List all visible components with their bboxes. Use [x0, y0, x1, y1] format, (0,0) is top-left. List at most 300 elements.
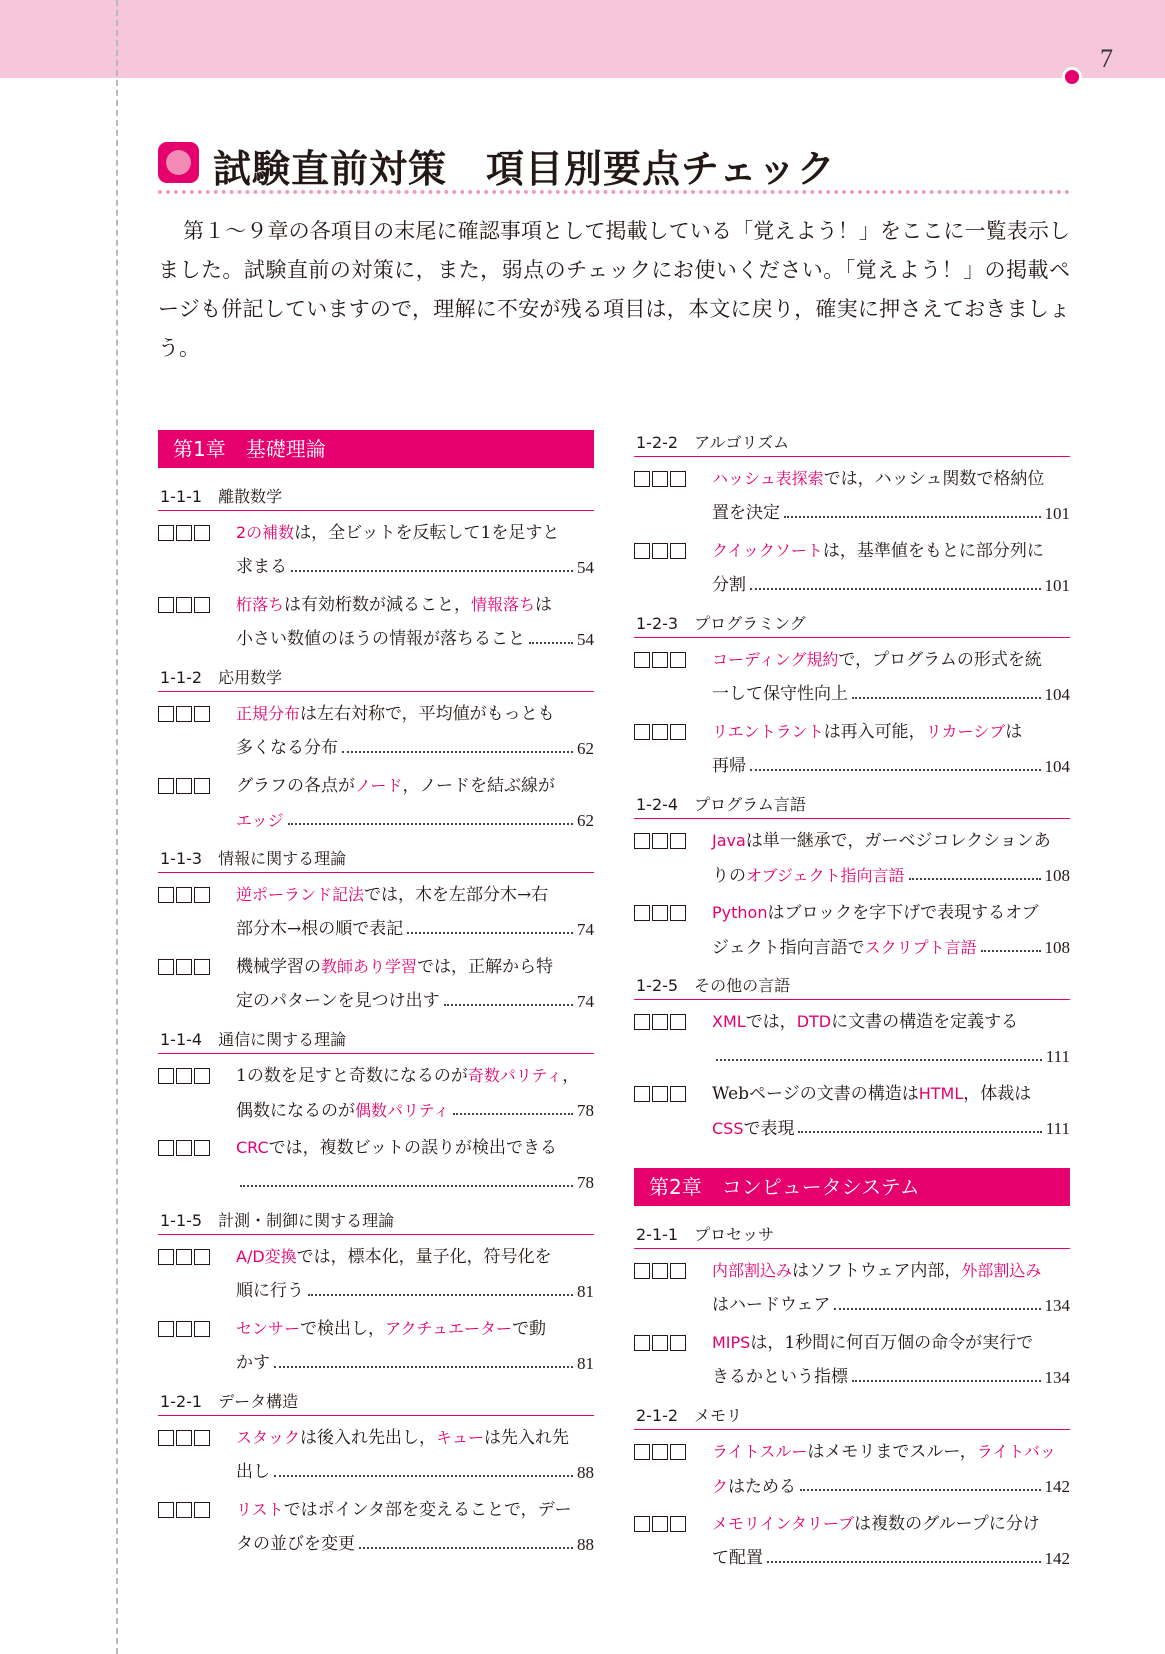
text-segment: は，1秒間に何百万個の命令が実行で	[750, 1333, 1034, 1353]
text-segment: 再帰	[712, 756, 746, 776]
item-line	[712, 1360, 1070, 1395]
chapter-heading: 第2章 コンピュータシステム	[634, 1168, 1070, 1206]
item-text	[712, 1514, 1040, 1534]
item-line	[236, 1165, 594, 1200]
item-text	[236, 1066, 579, 1086]
checklist-item	[634, 1253, 1070, 1323]
keyword: 桁落ち	[236, 595, 285, 614]
item-line	[712, 1111, 1070, 1146]
checkbox[interactable]	[194, 887, 210, 903]
checkbox[interactable]	[634, 905, 650, 921]
text-segment: では，	[745, 1012, 797, 1032]
checklist-item	[634, 533, 1070, 603]
dot-leader	[359, 1547, 573, 1549]
item-text	[712, 1111, 794, 1147]
page-number: 7	[1100, 44, 1113, 73]
item-text	[712, 749, 746, 784]
text-segment: は有効桁数が減ること，	[284, 595, 472, 615]
checkbox[interactable]	[158, 1068, 174, 1084]
checkbox[interactable]	[634, 1335, 650, 1351]
checkbox[interactable]	[194, 1249, 210, 1265]
item-line	[236, 731, 594, 766]
dot-leader	[716, 1059, 1042, 1061]
checkbox[interactable]	[176, 1140, 192, 1156]
checkbox[interactable]	[194, 706, 210, 722]
page-reference: 104	[1044, 685, 1070, 704]
item-text	[712, 1288, 830, 1323]
item-line	[236, 984, 594, 1019]
item-line	[712, 1253, 1070, 1288]
keyword: リスト	[236, 1500, 284, 1519]
text-segment: はためる	[728, 1476, 797, 1497]
checkbox-group	[634, 823, 686, 858]
text-segment: で，プログラムの形式を統	[838, 650, 1042, 670]
checkbox[interactable]	[652, 1263, 668, 1279]
checkbox[interactable]	[670, 1086, 686, 1102]
page-reference: 78	[577, 1173, 594, 1192]
checkbox[interactable]	[652, 543, 668, 559]
item-text	[236, 776, 555, 796]
text-segment: 一して保守性向上	[712, 684, 848, 704]
checklist-item	[634, 1004, 1070, 1074]
item-text	[236, 984, 440, 1019]
text-segment: 機械学習の	[236, 957, 321, 977]
intro-paragraph: 第１～９章の各項目の末尾に確認事項として掲載している「覚えよう！」をここに一覧表示しました。試験直前の対策に，また，弱点のチェックにお使いください。「覚えよう！」の掲載ページも併記していますので，理解に不安が残る項目は，本文に戻り，確実に押さえておきましょう。	[158, 219, 1070, 360]
item-text	[712, 1442, 1056, 1462]
text-segment: で検出し，	[300, 1319, 386, 1339]
keyword: アクチュエーター	[385, 1319, 513, 1338]
text-segment: 置を決定	[712, 503, 780, 523]
keyword: DTD	[796, 1012, 832, 1031]
text-segment: 出し	[236, 1462, 270, 1482]
dot-leader	[767, 1561, 1041, 1563]
title-underline	[158, 190, 1070, 194]
item-line	[236, 1455, 594, 1490]
checkbox[interactable]	[652, 833, 668, 849]
page-title: 試験直前対策 項目別要点チェック	[213, 147, 836, 191]
text-segment: はソフトウェア内部，	[792, 1261, 962, 1281]
keyword: スタック	[236, 1428, 301, 1447]
item-line	[712, 1434, 1070, 1469]
checklist-item	[634, 1506, 1070, 1576]
checklist-item	[158, 877, 594, 947]
item-text	[236, 595, 552, 615]
checkbox[interactable]	[670, 1444, 686, 1460]
checkbox[interactable]	[634, 1014, 650, 1030]
page-reference: 104	[1044, 757, 1070, 776]
checkbox[interactable]	[634, 724, 650, 740]
checkbox[interactable]	[158, 1140, 174, 1156]
checkbox[interactable]	[634, 652, 650, 668]
item-line	[712, 714, 1070, 749]
checkbox[interactable]	[670, 471, 686, 487]
text-segment: は先入れ先	[484, 1428, 570, 1448]
checkbox[interactable]	[194, 1430, 210, 1446]
text-segment: では，木を左部分木→右	[364, 885, 549, 905]
checkbox[interactable]	[158, 1502, 174, 1518]
keyword: ハッシュ表探索	[712, 469, 824, 488]
checklist-item	[158, 1130, 594, 1200]
text-segment: はメモリまでスルー，	[807, 1442, 977, 1462]
text-segment: は	[1005, 722, 1023, 742]
page-reference: 74	[577, 920, 594, 939]
checkbox[interactable]	[634, 1444, 650, 1460]
checklist-item	[634, 823, 1070, 893]
checkbox-group	[634, 1506, 686, 1541]
page-reference: 111	[1045, 1047, 1070, 1066]
text-segment: に文書の構造を定義する	[831, 1012, 1019, 1032]
text-segment: では，正解から特	[417, 957, 554, 977]
item-line	[236, 1093, 594, 1128]
item-line	[236, 696, 594, 731]
checkbox[interactable]	[652, 1335, 668, 1351]
keyword: XML	[712, 1012, 746, 1031]
checklist-item	[634, 895, 1070, 965]
checklist-item	[634, 1076, 1070, 1146]
item-line	[712, 823, 1070, 858]
dot-leader	[274, 1475, 573, 1477]
checkbox-group	[158, 1239, 210, 1274]
text-segment: はブロックを字下げで表現するオブ	[767, 903, 1039, 923]
text-segment: 多くなる分布	[236, 738, 338, 758]
page-reference: 142	[1044, 1549, 1070, 1568]
checklist-item	[634, 1325, 1070, 1395]
item-text	[712, 858, 905, 894]
checkbox[interactable]	[652, 471, 668, 487]
checkbox[interactable]	[176, 1068, 192, 1084]
checkbox[interactable]	[176, 887, 192, 903]
item-text	[712, 568, 746, 603]
page-reference: 108	[1044, 866, 1070, 885]
checkbox[interactable]	[634, 543, 650, 559]
checklist-item	[158, 768, 594, 838]
item-text	[236, 1319, 546, 1339]
text-segment: て配置	[712, 1548, 763, 1568]
item-text	[236, 622, 525, 657]
checkbox-group	[634, 533, 686, 568]
checkbox[interactable]	[652, 905, 668, 921]
dot-leader	[407, 932, 573, 934]
checkbox[interactable]	[670, 905, 686, 921]
text-segment: グラフの各点が	[236, 776, 355, 796]
item-text	[712, 831, 1051, 851]
checkbox[interactable]	[670, 1014, 686, 1030]
keyword: ノード	[355, 776, 403, 795]
checkbox[interactable]	[158, 887, 174, 903]
keyword: 正規分布	[236, 704, 301, 723]
page-reference: 62	[577, 739, 594, 758]
item-line	[712, 642, 1070, 677]
checklist-item	[158, 1239, 594, 1309]
text-segment: は後入れ先出し，	[300, 1428, 437, 1448]
checkbox-group	[158, 515, 210, 550]
item-text	[712, 1333, 1033, 1353]
section-heading: 1-2-4 プログラム言語	[634, 792, 1070, 819]
page-reference: 101	[1044, 576, 1070, 595]
checkbox[interactable]	[176, 525, 192, 541]
page-reference: 134	[1044, 1296, 1070, 1315]
keyword: リエントラント	[712, 722, 824, 741]
section-heading: 1-1-1 離散数学	[158, 484, 594, 511]
item-text	[236, 885, 548, 905]
item-text	[236, 1093, 449, 1129]
section-heading: 1-1-2 応用数学	[158, 665, 594, 692]
text-segment: では，複数ビットの誤りが検出できる	[268, 1138, 557, 1158]
item-text	[712, 1261, 1041, 1281]
checkbox[interactable]	[194, 1140, 210, 1156]
checklist-item	[158, 696, 594, 766]
item-text	[712, 650, 1042, 670]
dot-leader	[750, 769, 1041, 771]
dot-leader	[342, 751, 573, 753]
item-text	[236, 1247, 552, 1267]
item-text	[712, 469, 1044, 489]
page-reference: 54	[577, 630, 594, 649]
item-text	[712, 1084, 1031, 1104]
checkbox[interactable]	[194, 1502, 210, 1518]
section-heading: 1-1-4 通信に関する理論	[158, 1027, 594, 1054]
checklist-item	[158, 1311, 594, 1381]
item-line	[236, 803, 594, 838]
checkbox[interactable]	[176, 706, 192, 722]
item-line	[236, 587, 594, 622]
checkbox[interactable]	[194, 959, 210, 975]
text-segment: で動	[512, 1319, 547, 1339]
dot-leader	[784, 516, 1041, 518]
dot-leader	[981, 950, 1041, 952]
keyword: Python	[712, 903, 768, 922]
checkbox-group	[634, 1434, 686, 1469]
keyword: Java	[712, 831, 746, 850]
checkbox[interactable]	[670, 724, 686, 740]
checkbox[interactable]	[158, 1430, 174, 1446]
item-text	[236, 1346, 270, 1381]
item-line	[236, 1058, 594, 1093]
section-heading: 1-2-5 その他の言語	[634, 973, 1070, 1000]
item-text	[236, 803, 284, 839]
text-segment: 順に行う	[236, 1281, 304, 1301]
checklist-item	[634, 642, 1070, 712]
checkbox[interactable]	[158, 706, 174, 722]
checkbox[interactable]	[634, 1086, 650, 1102]
section-heading: 1-1-3 情報に関する理論	[158, 846, 594, 873]
dot-leader	[288, 823, 573, 825]
keyword: ライトスルー	[712, 1442, 808, 1461]
item-line	[236, 1311, 594, 1346]
checkbox[interactable]	[176, 959, 192, 975]
item-line	[712, 930, 1070, 965]
keyword: 2の補数	[236, 523, 295, 542]
item-text	[712, 1012, 1018, 1032]
checkbox[interactable]	[176, 1321, 192, 1337]
section-heading: 2-1-1 プロセッサ	[634, 1222, 1070, 1249]
section-heading: 1-2-2 アルゴリズム	[634, 430, 1070, 457]
text-segment: は左右対称で，平均値がもっとも	[300, 704, 555, 724]
checklist-item	[158, 949, 594, 1019]
checkbox[interactable]	[670, 543, 686, 559]
keyword: ライトバッ	[976, 1442, 1056, 1461]
checkbox[interactable]	[652, 1086, 668, 1102]
text-segment: ，ノードを結ぶ線が	[402, 776, 556, 796]
item-text	[712, 1360, 848, 1395]
checkbox[interactable]	[158, 778, 174, 794]
text-segment: 部分木→根の順で表記	[236, 919, 404, 939]
checkbox[interactable]	[670, 833, 686, 849]
dot-leader	[798, 1131, 1041, 1133]
page-reference: 134	[1044, 1368, 1070, 1387]
checklist-item	[158, 587, 594, 657]
checkbox[interactable]	[194, 597, 210, 613]
item-line	[236, 1130, 594, 1165]
keyword: 逆ポーランド記法	[236, 885, 365, 904]
checkbox[interactable]	[176, 1430, 192, 1446]
checkbox[interactable]	[158, 525, 174, 541]
text-segment: は複数のグループに分け	[854, 1514, 1040, 1534]
checkbox[interactable]	[176, 597, 192, 613]
checkbox[interactable]	[158, 1249, 174, 1265]
checkbox[interactable]	[652, 1444, 668, 1460]
dot-leader	[240, 1185, 573, 1187]
checkbox-group	[634, 1325, 686, 1360]
checkbox-group	[634, 895, 686, 930]
item-line	[236, 1492, 594, 1527]
checkbox[interactable]	[670, 1516, 686, 1532]
checkbox[interactable]	[670, 1263, 686, 1279]
keyword: 情報落ち	[471, 595, 536, 614]
text-segment: は	[535, 595, 553, 615]
page-reference: 88	[577, 1535, 594, 1554]
checkbox[interactable]	[176, 1249, 192, 1265]
checkbox-group	[634, 461, 686, 496]
text-segment: 定のパターンを見つけ出す	[236, 991, 440, 1011]
checklist-item	[158, 1058, 594, 1128]
item-line	[712, 1325, 1070, 1360]
dot-leader	[529, 642, 573, 644]
text-segment: ではポインタ部を変えることで，デー	[283, 1500, 572, 1520]
checklist-item	[158, 1420, 594, 1490]
text-segment: りの	[712, 865, 746, 886]
item-line	[236, 1527, 594, 1562]
dot-leader	[453, 1113, 573, 1115]
item-text	[236, 1527, 355, 1562]
dot-leader	[852, 697, 1041, 699]
text-segment: かす	[236, 1353, 270, 1373]
page-reference: 54	[577, 558, 594, 577]
text-segment: は，基準値をもとに部分列に	[822, 541, 1044, 561]
item-line	[712, 1506, 1070, 1541]
checkbox[interactable]	[652, 652, 668, 668]
page-reference: 101	[1044, 504, 1070, 523]
text-segment: で表現	[743, 1118, 795, 1139]
checkbox[interactable]	[158, 959, 174, 975]
item-line	[712, 749, 1070, 784]
dot-leader	[834, 1308, 1040, 1310]
checkbox[interactable]	[194, 525, 210, 541]
checkbox-group	[634, 714, 686, 749]
keyword: キュー	[436, 1428, 485, 1447]
checkbox-group	[158, 587, 210, 622]
checkbox-group	[158, 768, 210, 803]
keyword: クイックソート	[712, 541, 823, 560]
checkbox[interactable]	[634, 1263, 650, 1279]
checkbox[interactable]	[670, 1335, 686, 1351]
header-band	[0, 0, 1165, 78]
dot-leader	[852, 1380, 1041, 1382]
text-segment: タの並びを変更	[236, 1534, 355, 1554]
keyword: 奇数パリティ	[467, 1066, 563, 1085]
checklist-item	[634, 714, 1070, 784]
checklist-item	[158, 1492, 594, 1562]
keyword: A/D変換	[236, 1247, 297, 1266]
section-heading: 2-1-2 メモリ	[634, 1403, 1070, 1430]
text-segment: では，ハッシュ関数で格納位	[823, 469, 1045, 489]
page-reference: 142	[1044, 1477, 1070, 1496]
item-line	[236, 515, 594, 550]
item-text	[236, 731, 338, 766]
text-segment: は単一継承で，ガーベジコレクションあ	[745, 831, 1051, 851]
checkbox[interactable]	[652, 724, 668, 740]
checkbox[interactable]	[194, 1068, 210, 1084]
checkbox[interactable]	[634, 471, 650, 487]
item-line	[236, 550, 594, 585]
dot-leader	[274, 1366, 573, 1368]
text-segment: 分割	[712, 575, 746, 595]
checkbox[interactable]	[158, 1321, 174, 1337]
item-line	[236, 768, 594, 803]
item-line	[712, 858, 1070, 893]
checkbox[interactable]	[194, 778, 210, 794]
checkbox[interactable]	[670, 652, 686, 668]
item-text	[236, 1500, 572, 1520]
item-text	[236, 912, 403, 947]
item-text	[236, 550, 287, 585]
item-line	[712, 496, 1070, 531]
right-column	[634, 430, 1070, 1578]
keyword: リカーシブ	[925, 722, 1006, 741]
text-segment: は再入可能，	[823, 722, 926, 742]
keyword: 偶数パリティ	[355, 1100, 450, 1120]
checkbox-group	[158, 1058, 210, 1093]
checkbox[interactable]	[158, 597, 174, 613]
dot-leader	[308, 1294, 573, 1296]
checkbox[interactable]	[634, 833, 650, 849]
dot-leader	[750, 588, 1041, 590]
item-text	[236, 1455, 270, 1490]
checkbox[interactable]	[652, 1516, 668, 1532]
checkbox[interactable]	[176, 1502, 192, 1518]
checklist-item	[634, 1434, 1070, 1504]
checkbox[interactable]	[176, 778, 192, 794]
checkbox[interactable]	[634, 1516, 650, 1532]
checkbox[interactable]	[194, 1321, 210, 1337]
page-dot-icon	[1062, 67, 1082, 87]
text-segment: ，体裁は	[963, 1084, 1032, 1104]
item-text	[712, 1469, 796, 1505]
checklist-item	[158, 515, 594, 585]
item-line	[712, 1469, 1070, 1504]
keyword: CRC	[236, 1138, 269, 1157]
item-text	[712, 722, 1022, 742]
text-segment: ジェクト指向言語で	[712, 937, 865, 958]
checkbox[interactable]	[652, 1014, 668, 1030]
item-text	[236, 957, 553, 977]
text-segment: では，標本化，量子化，符号化を	[296, 1247, 552, 1267]
checkbox-group	[158, 1130, 210, 1165]
section-heading: 1-2-3 プログラミング	[634, 611, 1070, 638]
item-line	[712, 461, 1070, 496]
text-segment: Webページの文書の構造は	[712, 1084, 919, 1104]
page-reference: 81	[577, 1282, 594, 1301]
